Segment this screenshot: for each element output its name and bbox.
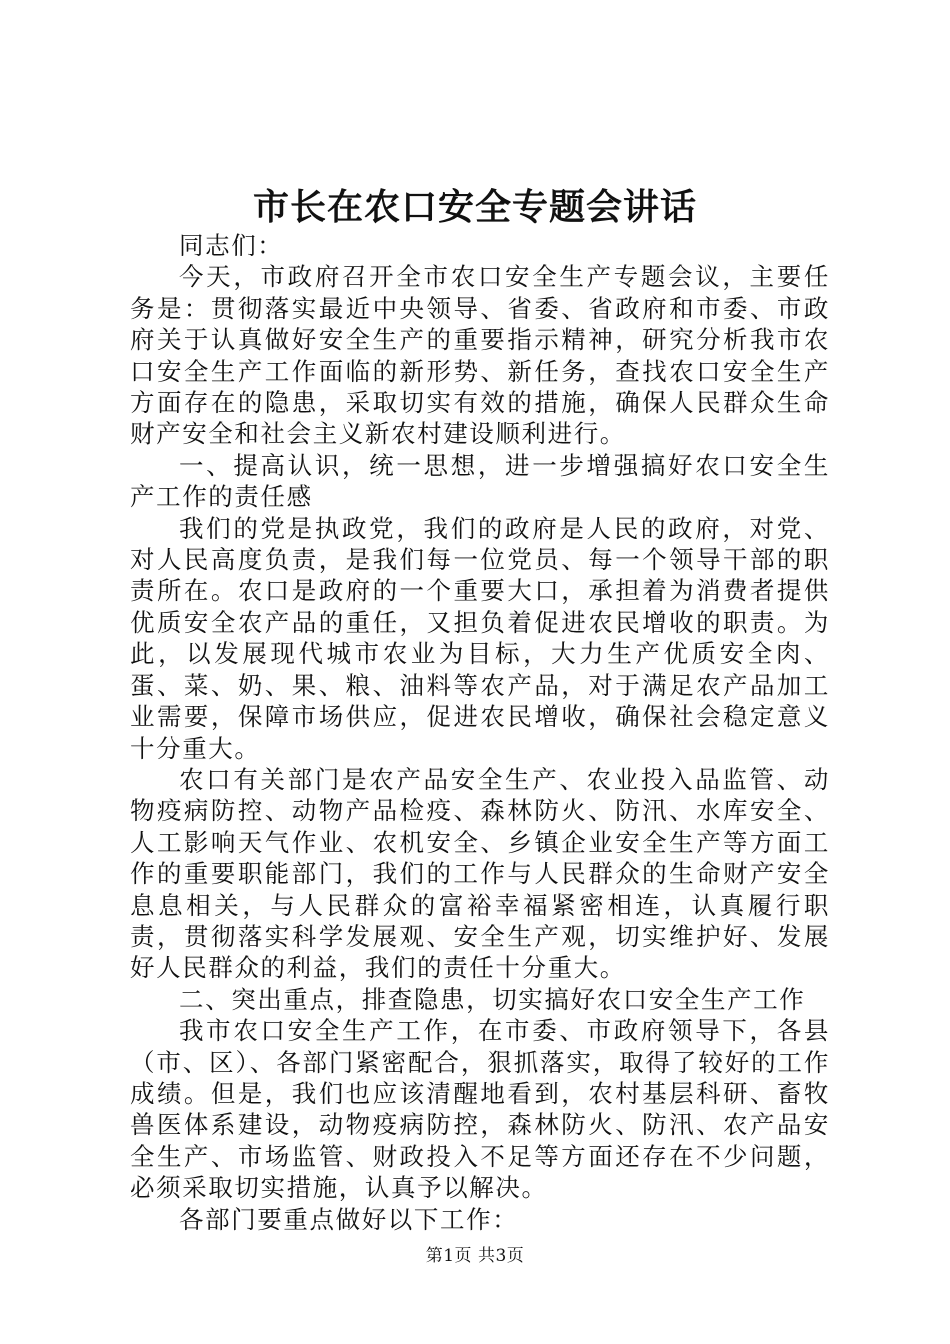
paragraph-tasks-intro: 各部门要重点做好以下工作： (179, 1204, 519, 1234)
page-number-footer: 第1页 共3页 (425, 1246, 525, 1266)
paragraph-responsibility: 我们的党是执政党，我们的政府是人民的政府，对党、对人民高度负责，是我们每一位党员、每一个领导干部的职责所在。农口是政府的一个重要大口，承担着为消费者提供优质安全农产品的重任，又担负着促进农民增收的职责。为此，以发展现代城市农业为目标，大力生产优质安全肉、蛋、菜、奶、果、粮、油料等农产品，对于满足农产品加工业需要，保障市场供应，促进农民增收，确保社会稳定意义十分重大。 (130, 513, 830, 763)
paragraph-intro: 今天，市政府召开全市农口安全生产专题会议，主要任务是：贯彻落实最近中央领导、省委、省政府和市委、市政府关于认真做好安全生产的重要指示精神，研究分析我市农口安全生产工作面临的新形势、新任务，查找农口安全生产方面存在的隐患，采取切实有效的措施，确保人民群众生命财产安全和社会主义新农村建设顺利进行。 (130, 262, 830, 449)
section-heading-1: 一、提高认识，统一思想，进一步增强搞好农口安全生产工作的责任感 (130, 450, 830, 512)
document-title: 市长在农口安全专题会讲话 (252, 186, 697, 228)
paragraph-achievements: 我市农口安全生产工作，在市委、市政府领导下，各县（市、区）、各部门紧密配合，狠抓落实，取得了较好的工作成绩。但是，我们也应该清醒地看到，农村基层科研、畜牧兽医体系建设，动物疫病防控，森林防火、防汛、农产品安全生产、市场监管、财政投入不足等方面还存在不少问题，必须采取切实措施，认真予以解决。 (130, 1016, 830, 1203)
document-body (130, 230, 830, 1235)
salutation: 同志们： (179, 231, 284, 260)
paragraph-departments: 农口有关部门是农产品安全生产、农业投入品监管、动物疫病防控、动物产品检疫、森林防火、防汛、水库安全、人工影响天气作业、农机安全、乡镇企业安全生产等方面工作的重要职能部门，我们的工作与人民群众的生命财产安全息息相关，与人民群众的富裕幸福紧密相连，认真履行职责，贯彻落实科学发展观、安全生产观，切实维护好、发展好人民群众的利益，我们的责任十分重大。 (130, 764, 830, 983)
section-heading-2: 二、突出重点，排查隐患，切实搞好农口安全生产工作 (179, 984, 806, 1014)
